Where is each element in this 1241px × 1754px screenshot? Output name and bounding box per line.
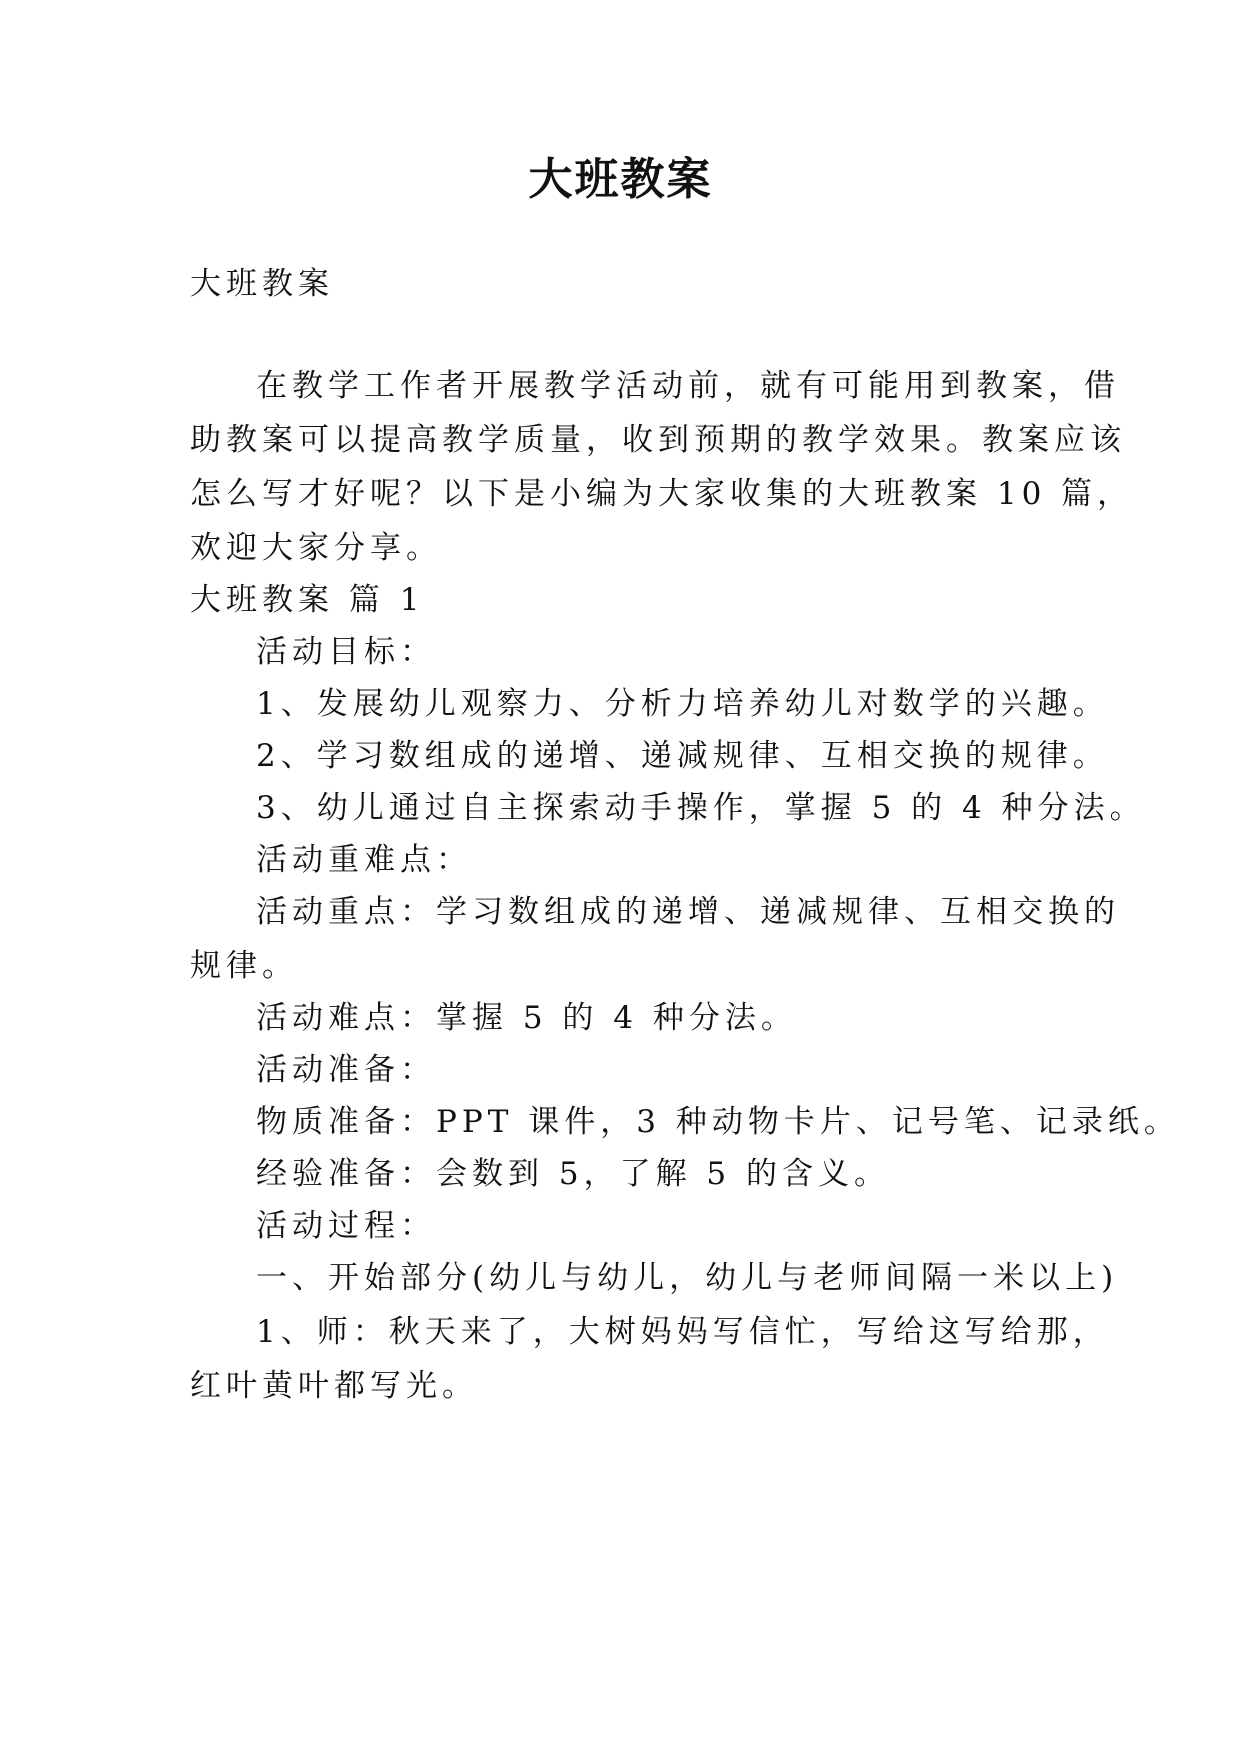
body-line: 1、发展幼儿观察力、分析力培养幼儿对数学的兴趣。 xyxy=(256,686,1109,722)
intro-line: 在教学工作者开展教学活动前，就有可能用到教案，借 xyxy=(256,368,1120,404)
body-line: 1、师：秋天来了，大树妈妈写信忙，写给这写给那， xyxy=(256,1314,1109,1350)
intro-line: 欢迎大家分享。 xyxy=(190,530,442,566)
body-line: 活动重点：学习数组成的递增、递减规律、互相交换的 xyxy=(256,894,1120,930)
body-line: 活动重难点： xyxy=(256,842,472,878)
body-line: 一、开始部分(幼儿与幼儿，幼儿与老师间隔一米以上) xyxy=(256,1260,1119,1296)
body-line: 物质准备：PPT 课件，3 种动物卡片、记号笔、记录纸。 xyxy=(256,1104,1180,1140)
intro-line: 怎么写才好呢？以下是小编为大家收集的大班教案 10 篇， xyxy=(190,476,1134,512)
body-line: 3、幼儿通过自主探索动手操作，掌握 5 的 4 种分法。 xyxy=(256,790,1146,826)
body-line: 活动目标： xyxy=(256,634,436,670)
body-line: 活动难点：掌握 5 的 4 种分法。 xyxy=(256,1000,797,1036)
body-line: 规律。 xyxy=(190,948,298,984)
section-heading: 大班教案 篇 1 xyxy=(190,582,425,618)
body-line: 活动准备： xyxy=(256,1052,436,1088)
document-title: 大班教案 xyxy=(528,154,713,205)
body-line: 红叶黄叶都写光。 xyxy=(190,1368,478,1404)
intro-line: 助教案可以提高教学质量，收到预期的教学效果。教案应该 xyxy=(190,422,1126,458)
body-line: 经验准备：会数到 5，了解 5 的含义。 xyxy=(256,1156,891,1192)
body-line: 活动过程： xyxy=(256,1208,436,1244)
document-subtitle: 大班教案 xyxy=(190,266,334,302)
body-line: 2、学习数组成的递增、递减规律、互相交换的规律。 xyxy=(256,738,1109,774)
